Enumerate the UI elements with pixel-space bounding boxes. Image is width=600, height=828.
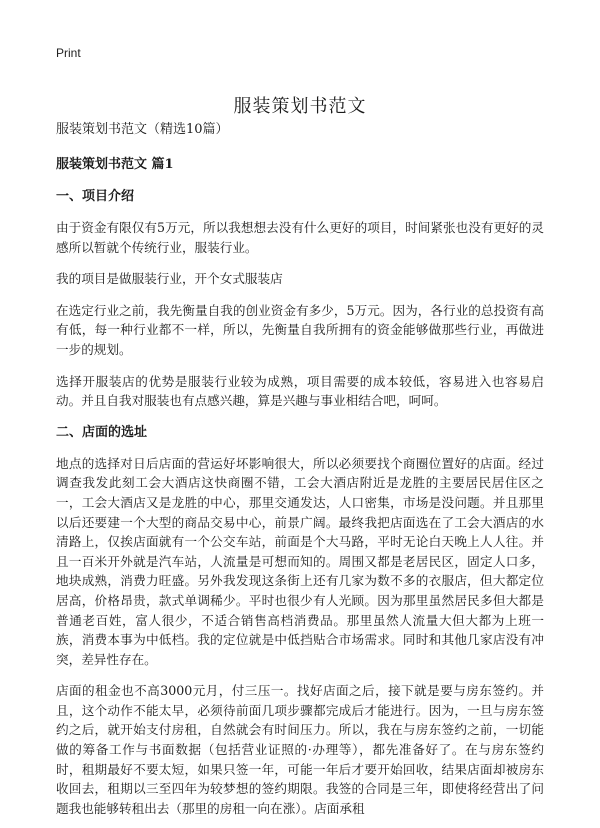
paragraph: 店面的租金也不高3000元月，付三压一。找好店面之后，接下就是要与房东签约。并且，这个动作不能太早，必须待前面几项步骤都完成后才能进行。因为，一旦与房东签约之后，就开始支付房租，自然就会有时间压力。所以，我在与房东签约之前，一切能做的筹备工作与书面数据（包括营业证照的·办理等），都先准备好了。在与房东签约时，租期最好不要太短，如果只签一年，可能一年后才要开始回收，结果店面却被房东收回去，租期以三至四年为较梦想的签约期限。我签的合同是三年，即使将经营出了问题我也能够转租出去（那里的房租一向在涨）。店面承租 xyxy=(56,683,544,816)
print-label[interactable]: Print xyxy=(56,46,81,60)
paragraph: 地点的选择对日后店面的营运好坏影响很大，所以必须要找个商圈位置好的店面。经过调查我发此刻工会大酒店这快商圈不错，工会大酒店附近是龙胜的主要居民居住区之一，工会大酒店又是龙胜的中心，那里交通发达，人口密集，市场是没问题。并且那里以后还要建一个大型的商品交易中心，前景广阔。最终我把店面选在了工会大酒店的水清路上，仅挨店面就有一个公交车站，前面是个大马路，平时无论白天晚上人人往。并且一百米开外就是汽车站，人流量是可想而知的。周围又都是老居民区，固定人口多，地块成熟，消费力旺盛。另外我发现这条街上还有几家为数不多的衣服店，但大都定位居高，价格昂贵，款式单调稀少。平时也很少有人光顾。因为那里虽然居民多但大都是普通老百姓，富人很少，不适合销售高档消费品。那里虽然人流量大但大都为上班一族，消费本事为中低档。我的定位就是中低挡贴合市场需求。同时和其他几家店没有冲突，差异性存在。 xyxy=(56,455,544,667)
document-body xyxy=(56,120,544,828)
document-title: 服装策划书范文 xyxy=(233,96,367,118)
paragraph: 选择开服装店的优势是服装行业较为成熟，项目需要的成本较低，容易进入也容易启动。并且自我对服装也有点感兴趣，算是兴趣与事业相结合吧，呵呵。 xyxy=(56,373,544,409)
paragraph: 由于资金有限仅有5万元，所以我想想去没有什么更好的项目，时间紧张也没有更好的灵感所以暂就个传统行业，服装行业。 xyxy=(56,220,544,255)
paragraph: 我的项目是做服装行业，开个女式服装店 xyxy=(56,271,283,287)
paragraph: 在选定行业之前，我先衡量自我的创业资金有多少，5万元。因为，各行业的总投资有高有低，每一种行业都不一样，所以，先衡量自我所拥有的资金能够做那些行业，再做进一步的规划。 xyxy=(56,302,544,357)
section-heading-location: 二、店面的选址 xyxy=(56,424,148,440)
document-subtitle: 服装策划书范文（精选10篇） xyxy=(56,122,229,137)
article-heading: 服装策划书范文 篇1 xyxy=(56,157,174,172)
section-heading-intro: 一、项目介绍 xyxy=(56,189,135,204)
